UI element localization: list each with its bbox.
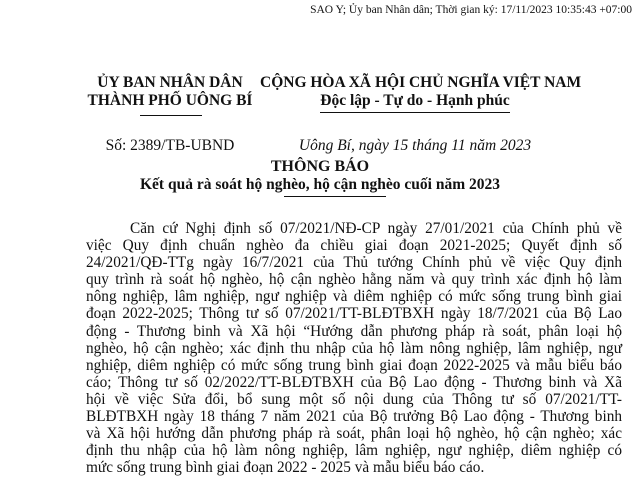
body-line: việc Quy định chuẩn nghèo đa chiều giai đoạn 2021-2025; Quyết định số (86, 237, 622, 255)
digital-signature-stamp: SAO Y; Ủy ban Nhân dân; Thời gian ký: 17/11/2023 10:35:43 +07:00 (310, 4, 632, 16)
body-line: hội về việc Sửa đổi, bổ sung một số nội dung của Thông tư số 07/2021/TT- (86, 390, 622, 408)
national-motto: Độc lập - Tự do - Hạnh phúc (320, 92, 510, 109)
national-title: CỘNG HÒA XÃ HỘI CHỦ NGHĨA VIỆT NAM (260, 74, 582, 91)
document-title: THÔNG BÁO (270, 158, 370, 175)
body-line: định thu nhập của hộ làm nông nghiệp, lâm nghiệp, ngư nghiệp, diêm nghiệp có (86, 442, 622, 460)
motto-underline (320, 112, 510, 113)
body-line: nông nghiệp, lâm nghiệp, ngư nghiệp và diêm nghiệp có mức sống trung bình giai (86, 288, 622, 306)
body-line: cáo; Thông tư số 02/2022/TT-BLĐTBXH của Bộ Lao động - Thương binh và Xã (86, 373, 622, 391)
subtitle-underline (284, 196, 386, 197)
issuer-city: THÀNH PHỐ UÔNG BÍ (87, 92, 253, 109)
issuer-underline (140, 115, 202, 116)
body-line: động - Thương binh và Xã hội “Hướng dẫn phương pháp rà soát, phân loại hộ (86, 322, 622, 340)
place-date: Uông Bí, ngày 15 tháng 11 năm 2023 (298, 137, 532, 154)
body-line: đoạn 2022-2025; Thông tư số 07/2021/TT-BLĐTBXH ngày 18/7/2021 của Bộ Lao (86, 305, 622, 323)
body-line: 24/2021/QĐ-TTg ngày 16/7/2021 của Thủ tướng Chính phủ về việc Quy định (86, 254, 622, 272)
body-line: và Xã hội hướng dẫn phương pháp rà soát, phân loại hộ nghèo, hộ cận nghèo; xác (86, 425, 622, 443)
body-line: nghèo, hộ cận nghèo; xác định thu nhập của hộ làm nông nghiệp, lâm nghiệp, ngư (86, 339, 622, 357)
body-line: nghiệp, diêm nghiệp có mức sống trung bình giai đoạn 2022-2025 và mẫu biểu báo (86, 356, 622, 374)
issuer-name: ỦY BAN NHÂN DÂN (97, 74, 243, 91)
document-subtitle: Kết quả rà soát hộ nghèo, hộ cận nghèo cuối năm 2023 (140, 176, 500, 193)
body-line: BLĐTBXH ngày 18 tháng 7 năm 2021 của Bộ trưởng Bộ Lao động - Thương binh (86, 408, 622, 426)
body-line: Căn cứ Nghị định số 07/2021/NĐ-CP ngày 27/01/2021 của Chính phủ về (130, 220, 622, 237)
body-line: mức sống trung bình giai đoạn 2022 - 2025 và mẫu biểu báo cáo. (86, 459, 485, 477)
document-number: Số: 2389/TB-UBND (105, 137, 235, 154)
body-line: quy trình rà soát hộ nghèo, hộ cận nghèo hằng năm và quy trình xác định hộ làm (86, 271, 622, 289)
body-paragraph (86, 220, 622, 476)
